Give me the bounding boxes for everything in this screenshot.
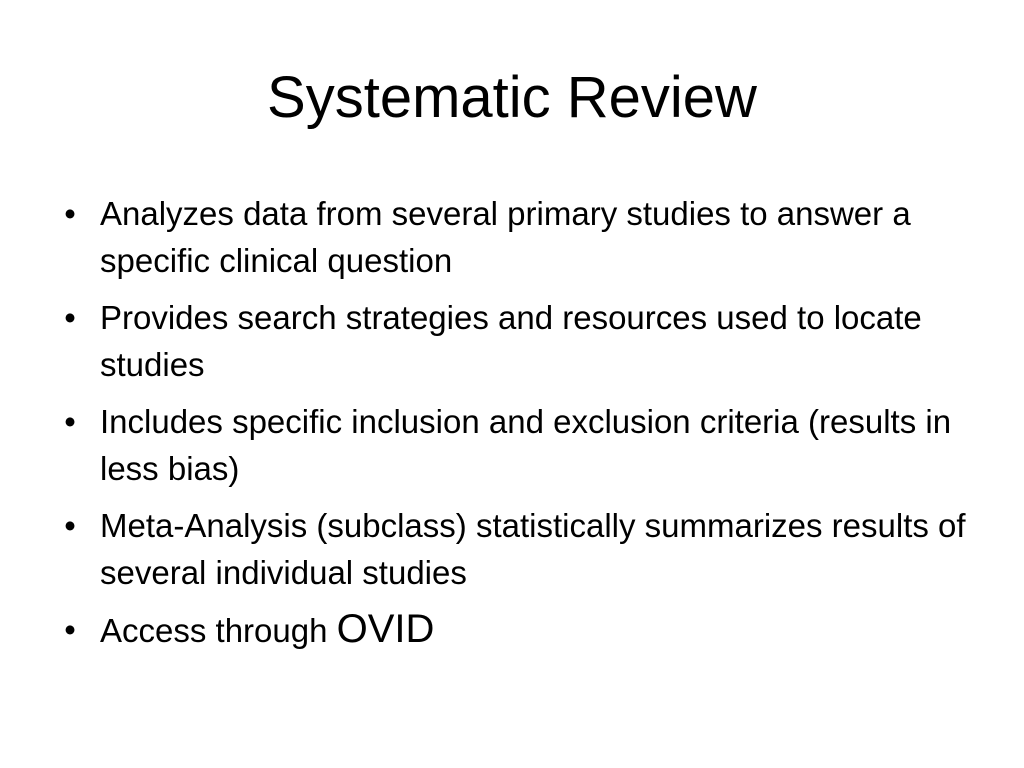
bullet-item (58, 606, 978, 654)
bullet-dot: • (64, 299, 76, 336)
bullet-item (58, 502, 978, 596)
bullet-list (58, 190, 978, 664)
bullet-emphasis-text: OVID (336, 607, 435, 651)
bullet-text: Access through (100, 612, 328, 649)
slide-title: Systematic Review (267, 65, 757, 130)
bullet-item (58, 398, 978, 492)
bullet-text: Includes specific inclusion and exclusion criteria (results in less bias) (100, 403, 952, 487)
bullet-text: Meta-Analysis (subclass) statistically summarizes results of several individual studies (100, 507, 966, 591)
bullet-text: Analyzes data from several primary studies to answer a specific clinical question (100, 195, 911, 279)
bullet-item (58, 190, 978, 284)
bullet-item (58, 294, 978, 388)
bullet-dot: • (64, 611, 76, 648)
bullet-dot: • (64, 195, 76, 232)
bullet-text: Provides search strategies and resources used to locate studies (100, 299, 922, 383)
bullet-dot: • (64, 403, 76, 440)
bullet-dot: • (64, 507, 76, 544)
